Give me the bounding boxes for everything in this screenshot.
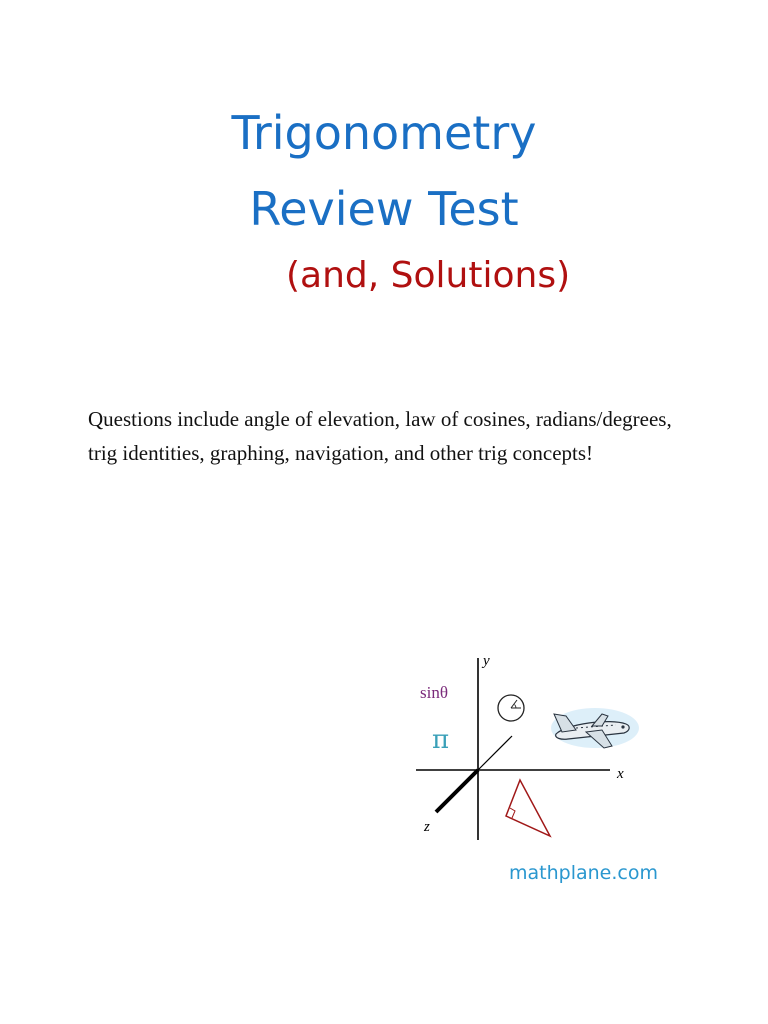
site-url: mathplane.com bbox=[509, 862, 658, 884]
trig-illustration bbox=[380, 640, 680, 860]
intro-paragraph: Questions include angle of elevation, law of cosines, radians/degrees, trig identities, graphing, navigation, and other trig concepts! bbox=[88, 407, 672, 465]
title-line-1: Trigonometry bbox=[231, 106, 537, 160]
axis-y-label: y bbox=[483, 653, 490, 669]
circle-sector-icon bbox=[498, 695, 524, 721]
sin-theta-label: sinθ bbox=[420, 683, 448, 702]
title-line-2: Review Test bbox=[249, 182, 519, 236]
axis-x-label: x bbox=[617, 766, 624, 782]
right-triangle-icon bbox=[506, 780, 550, 836]
diagonal-ray bbox=[478, 736, 512, 770]
axis-z-label: z bbox=[424, 819, 430, 835]
subtitle: (and, Solutions) bbox=[286, 255, 571, 296]
pi-label: π bbox=[432, 725, 450, 755]
airplane-icon bbox=[551, 708, 639, 748]
z-axis-line bbox=[436, 770, 478, 812]
